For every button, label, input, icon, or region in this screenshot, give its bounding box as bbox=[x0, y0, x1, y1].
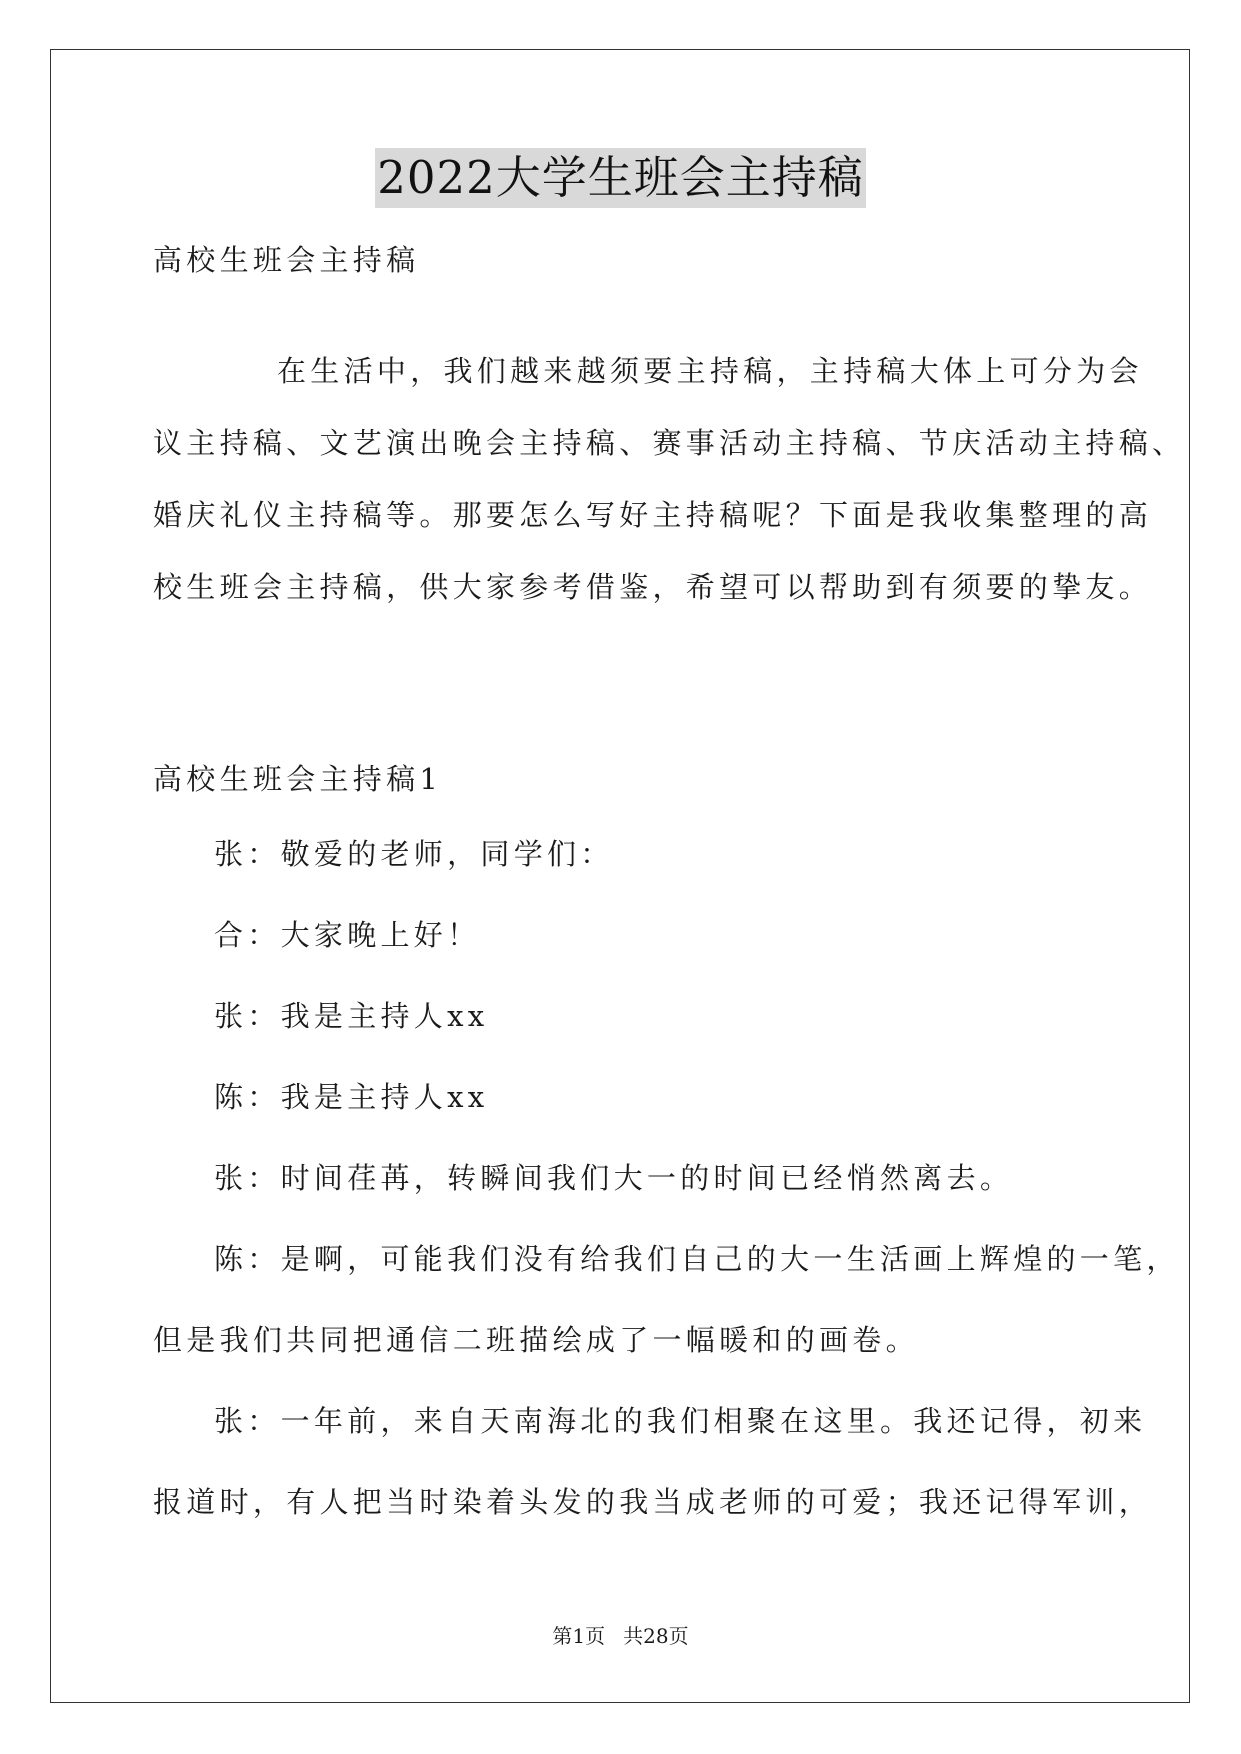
intro-line-3: 婚庆礼仪主持稿等。那要怎么写好主持稿呢？下面是我收集整理的高 bbox=[153, 498, 1153, 532]
dialogue-line-2: 合：大家晚上好！ bbox=[214, 918, 481, 952]
intro-line-1: 在生活中，我们越来越须要主持稿，主持稿大体上可分为会 bbox=[277, 354, 1143, 388]
page-total: 共28页 bbox=[623, 1624, 689, 1648]
section-heading: 高校生班会主持稿1 bbox=[153, 762, 443, 796]
intro-line-2: 议主持稿、文艺演出晚会主持稿、赛事活动主持稿、节庆活动主持稿、 bbox=[153, 426, 1186, 460]
dialogue-line-1: 张：敬爱的老师，同学们： bbox=[214, 837, 614, 871]
dialogue-line-8: 张：一年前，来自天南海北的我们相聚在这里。我还记得，初来 bbox=[214, 1404, 1147, 1438]
page-footer bbox=[0, 1622, 1241, 1650]
page-number: 第1页 bbox=[552, 1624, 606, 1648]
document-title-wrapper bbox=[0, 148, 1241, 208]
dialogue-line-7: 但是我们共同把通信二班描绘成了一幅暖和的画卷。 bbox=[153, 1323, 919, 1357]
dialogue-line-3: 张：我是主持人xx bbox=[214, 999, 489, 1033]
dialogue-line-9: 报道时，有人把当时染着头发的我当成老师的可爱；我还记得军训， bbox=[153, 1485, 1153, 1519]
dialogue-line-4: 陈：我是主持人xx bbox=[214, 1080, 489, 1114]
intro-line-4: 校生班会主持稿，供大家参考借鉴，希望可以帮助到有须要的挚友。 bbox=[153, 570, 1153, 604]
dialogue-line-6: 陈：是啊，可能我们没有给我们自己的大一生活画上辉煌的一笔， bbox=[214, 1242, 1180, 1276]
page-border bbox=[50, 49, 1190, 1703]
dialogue-line-5: 张：时间荏苒，转瞬间我们大一的时间已经悄然离去。 bbox=[214, 1161, 1014, 1195]
document-subtitle: 高校生班会主持稿 bbox=[153, 243, 420, 277]
document-title: 2022大学生班会主持稿 bbox=[375, 148, 866, 208]
